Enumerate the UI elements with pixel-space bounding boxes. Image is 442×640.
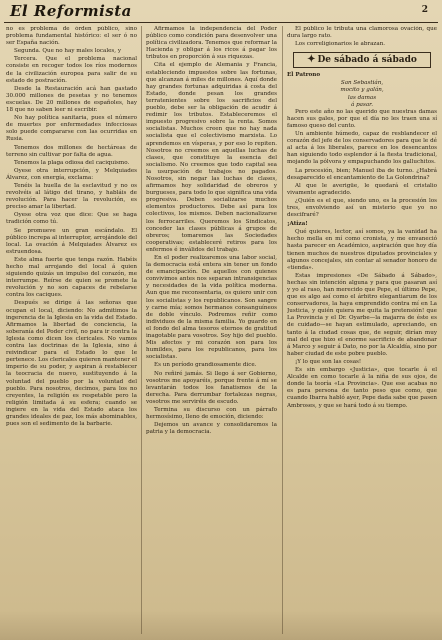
- paragraph: Tenemos la plaga odiosa del caciquismo.: [14, 159, 130, 166]
- column-3: [287, 26, 437, 636]
- paragraph: Dejemos un avance y consolidaremos la patria y la democracia.: [146, 422, 277, 436]
- masthead: [4, 2, 438, 23]
- verse-line: mocito y galán,: [340, 87, 384, 94]
- paragraph: Oyese otra voz que dice: Que se haga tradición como tú.: [6, 212, 137, 226]
- column-divider: [282, 26, 283, 634]
- paragraph: Tercera. Que el problema nacional consiste en recoger todos los ríos modernos de la civilización europea para salir de su estado de postración.: [6, 56, 137, 84]
- paragraph: ¿Quién es el que, siendo uno, es la procesión los tres, envolviendo así un misterio que yo no descifraré?: [287, 197, 437, 219]
- paragraph: Un ambiente húmedo, capaz de resblandecer el corazón del jefe de los conservadores para que le dé al acta á los liberales, parece en los desencantos han siguiendo todo esplendor á la fiesta tradicional, mojando la pólvora y empapuchando los galluchitos.: [287, 131, 437, 166]
- paragraph: Segunda. Que no hay males locales, y: [14, 48, 121, 55]
- paragraph: No reñiré jamás. Si llego á ser Gobierno, vosotros me apoyaréis, porque frente á mí se levantarán todos los fanatismos de la derecha. Para derrumbar fortalezas negras, vosotros me serviréis de escudo.: [146, 370, 277, 405]
- paragraph: Pero este año no las querido que nuestras damas hacen sus gales, por que el día no les traen una sí famoso queso del cunto.: [287, 108, 437, 129]
- page-number: 2: [421, 5, 428, 15]
- paragraph: No hay política sanitaria, pues el número de muertes por enfermedades infecciosas solo puede compararse con las ocurridas en Rusia.: [6, 115, 137, 143]
- subhead: ¡Atiza!: [287, 221, 308, 228]
- verse-line: las damas: [347, 94, 377, 101]
- newspaper-logo: El Reformista: [10, 2, 132, 20]
- paragraph: Afirmamos la independencia del Poder público como condición para desenvolver una política civilizadora. Tenemos que reformar la Hacienda y obligar á los ricos á pagar los tributos en proporción á sus riquezas.: [146, 26, 277, 61]
- paragraph: El público le tributa una clamorosa ovación, que dura largo rato.: [287, 26, 437, 40]
- paragraph: Estas impresiones «De Sábado á Sábado», hechas sin intención alguna y para que pasaran así y yo al raso, han merecido que Pepe, el último Pepe, que es algo así como el árbitro elegantiarum de los conservadores, la haya emprendido contra mí en La Justicia, y quién quiera me quita la pretensión! que La Provincia y el Dr. Oyarbe—la majarra de éste es de cuidado—se hayan estimulado, apreciando, en tanto á la ciudad cosas que, de seguir, dirían muy mal del que hizo el enorme sacrificio de abandonar á Marco y seguir á Dato, no por la Alcaldía, sino por haber ciudad de este pobre pueblo.: [287, 272, 437, 357]
- paragraph: Tenéis la huella de la esclavitud y no os revolvéis al látigo del tirano, y habláis de revolución. Para hacer la revolución, es preciso amar la libertad.: [6, 182, 137, 211]
- paragraph: Termina su discurso con un párrafo hermosísimo, lleno de emoción, diciendo:: [146, 406, 277, 421]
- paragraph: Este alma fuerte que tenga razón. Habéis hecho mal arrojando del local á quien siguiendo quizás un impulso del corazón, me interrumpe. Reírse de quien se promete la revolución y no son capaces de rebelarse contra los caciques.: [6, 256, 137, 299]
- paragraph: Los correligionarios le abrazan.: [295, 41, 386, 48]
- paragraph: no es problema de órden público, sino problema fundamental histórico: el ser ó no ser España nación.: [6, 26, 137, 47]
- paragraph: Al que le averigüe, le quedará el cristalio vivamente agradecido.: [287, 182, 437, 196]
- paragraph: Desde la Restauración acá han gastado 30.000 millones de pesetas y no tenemos escuelas. De 20 millones de españoles, hay 18 que no saben leer ni escribir.: [6, 85, 137, 114]
- column-2: [146, 26, 277, 636]
- paragraph: Es sin embargo «Justicia», que tocarle á el Alcalde en como tocarle á la niña de sus ojos, de donde la teoría «La Provincia». Que ese acabas no es para persona de tanto peso que como, que cuando Ibarra habló ayer, Pepe dada sabe que pasen Ambroses, y que se hará todo á su tiempo.: [287, 367, 437, 409]
- column-1: [6, 26, 137, 636]
- paragraph: Se promueve un gran escándalo. El público increpa al interruptor, arrojándole del local. La ovación á Melquiades Álvarez es estruendosa.: [6, 227, 137, 255]
- paragraph: ¡Y lo que son las cosas!: [295, 358, 362, 365]
- paragraph: En el poder realizaremos una labor social, la democracia está entera sin tener un fondo de emancipación. De aquellos con quienes convivimos antes nos separan intransigencias y necesidades de la vida política moderna. Aun que me reconsentaria, os quiero unir con los socialistas y los republicanos. Son sangre y carne mía; somos hermanos consanguíneos de doble vínculo. Podremos reñir como individuos de la misma familia. Yo guardo en el fondo del alma tesoros eternos de gratitud inagotable para vosotros. Soy hijo del pueblo. Mis afectos y mi corazón son para los humildes, para los republicanos, para los socialistas.: [146, 255, 277, 361]
- paragraph: Tenemos dos millones de hectáreas de terreno sin cultivar por falta de agua.: [6, 144, 137, 158]
- dedication-label: El Patrono: [287, 72, 321, 79]
- paragraph: Cita el ejemplo de Alemania y Francia, estableciendo impuestos sobre las fortunas, que alcanzan á miles de millones. Aquí donde hay grandes fortunas adquiridas á costa del Estado, donde pesan los grandes terratenientes sobre los sacrificios del pueblo, debe ser la obligación de acudir á redimir los tributos. Estableceremos el impuesto progresivo sobre la renta. Somos socialistas. Muchos creen que no hay nada socialista que el colectivismo marxista. Lo aprendemos en vísperas, y por eso lo repiten. Nosotros no creemos en aquellas luchas de clases, que constituye la esencia del socialismo. No creemos que todo capital sea la usurpación de trabajos no pagados. Nosotros, sin negar las luchas de clases, afirmamos hoy solidaridad de obreros y burgueses, para todo lo que significa una vida progresiva. Deben socializarse muchos elementos productores. Debe así para los colectivos, los mismos. Deben nacionalizarse los ferrocarriles. Queremos los Sindicatos, conceder las clases públicas á grupos de obreros; tomaremos las Sociedades cooperativas; estableceré retiros para los enfermos é inválidos del trabajo.: [146, 62, 277, 253]
- verse-line: San Sebastián,: [340, 80, 384, 87]
- paragraph: Oyese otra interrupción, y Melquiades Álvarez, con energía, exclama:: [6, 167, 137, 181]
- section-title: [293, 52, 431, 68]
- paragraph: Después se dirige á las señoras que ocupan el local, diciendo: No admitimos la ingerencia de la Iglesia en la vida del Estado. Afirmamos la libertad de conciencia, la soberanía del Poder civil, no para ir contra la Iglesia como dicen los clericales. No vamos contra las doctrinas de la Iglesia, sino á reivindicar para el Estado lo que le pertenece. Los clericales quieren mantener el imperio de su poder, y aspiran á restablecer la teocracia de nuevo, sustituyendo á la voluntad del pueblo por la voluntad del pueblo. Para nosotros, decimos, para los no creyentes, la religión es respetable pero la religión limitada á su esfera; cuando se ingiere en la vida del Estado ataca los grandes ideales de paz, los más abominables, pues son el sedimento de la barbarie.: [6, 300, 137, 428]
- paragraph: Es un período grandiosamente dice.: [154, 362, 257, 369]
- paragraph: Qué quieres, lector, así somos, ya la vanidad ha hecho mella en mí como cronista, y me envaneció hasta parecer en Académico, aspiración que hoy día tienen muchos de nuestros diputados provinciales y algunos concejales, sin contar al senador honoro de «tienda».: [287, 229, 437, 271]
- star-icon: ✦: [307, 54, 316, 66]
- verse-line: á pasar.: [350, 101, 374, 108]
- section-title-text: De sábado á sábado: [317, 55, 417, 66]
- column-divider: [141, 26, 142, 634]
- paragraph: La procesión, bien; Manuel iba de turno. ¿Habrá desaparecido el encantamiento de La Golondrina?: [287, 167, 437, 181]
